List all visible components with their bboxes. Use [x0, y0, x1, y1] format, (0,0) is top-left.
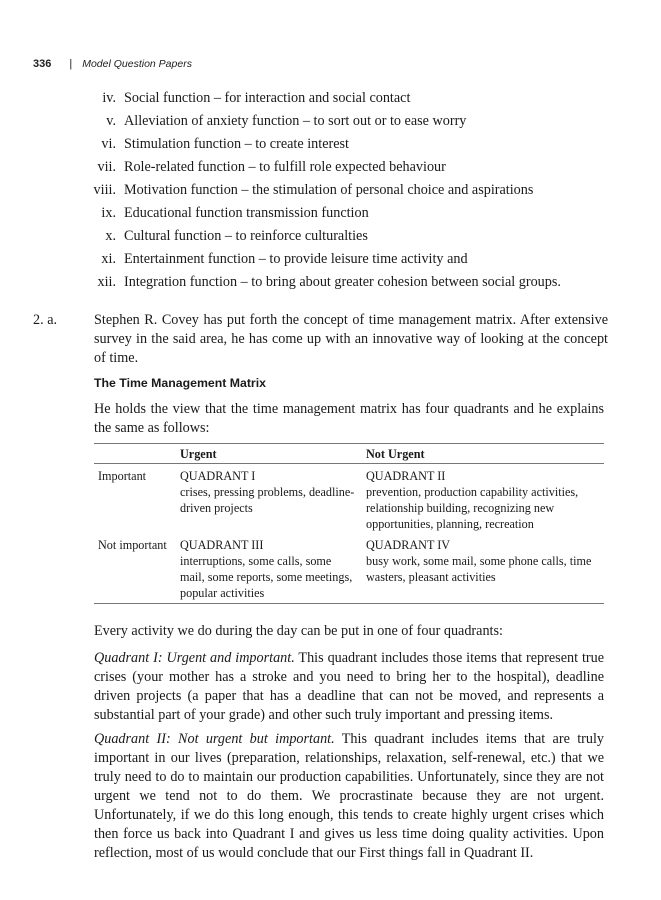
quadrant-title: QUADRANT II: [366, 469, 446, 483]
list-item-number: xi.: [101, 251, 116, 267]
question-2a: [33, 311, 608, 368]
body-text: [94, 622, 604, 868]
list-item-number: ix.: [101, 205, 116, 221]
time-management-matrix-table: [94, 443, 604, 604]
intro-paragraph: He holds the view that the time management matrix has four quadrants and he explains the same as follows:: [94, 401, 604, 436]
lead-paragraph: Every activity we do during the day can be put in one of four quadrants:: [94, 623, 503, 639]
paragraph-quadrant-1: [94, 649, 604, 725]
quadrant-description: busy work, some mail, some phone calls, time wasters, pleasant activities: [366, 554, 592, 584]
quadrant-title: QUADRANT I: [180, 469, 256, 483]
list-item-text: Cultural function – to reinforce culturalties: [124, 228, 368, 244]
list-item-number: vii.: [97, 159, 116, 175]
quadrant-cell: [176, 464, 362, 536]
functions-list: [0, 88, 661, 295]
table-row: [94, 464, 604, 536]
quadrant-cell: [362, 464, 604, 536]
list-item-number: iv.: [102, 90, 116, 106]
header-separator: |: [69, 58, 73, 70]
list-item: [0, 180, 661, 203]
list-item: [0, 272, 661, 295]
paragraph-heading: Quadrant I: Urgent and important.: [94, 650, 295, 666]
quadrant-description: prevention, production capability activities, relationship building, recognizing new opportunities, planning, recreation: [366, 485, 579, 531]
book-title: Model Question Papers: [82, 58, 192, 70]
paragraph-heading: Quadrant II: Not urgent but important.: [94, 731, 335, 747]
quadrant-title: QUADRANT III: [180, 538, 264, 552]
list-item-text: Integration function – to bring about greater cohesion between social groups.: [124, 274, 561, 290]
list-item-text: Motivation function – the stimulation of personal choice and aspirations: [124, 182, 534, 198]
list-item-text: Stimulation function – to create interest: [124, 136, 349, 152]
question-label: 2. a.: [33, 312, 58, 328]
header-not-urgent: Not Urgent: [362, 444, 604, 464]
quadrant-description: crises, pressing problems, deadline-driven projects: [180, 485, 355, 515]
list-item-text: Role-related function – to fulfill role expected behaviour: [124, 159, 446, 175]
list-item: [0, 157, 661, 180]
table-row: [94, 535, 604, 604]
list-item-number: viii.: [93, 182, 116, 198]
list-item-number: v.: [106, 113, 116, 129]
list-item: [0, 226, 661, 249]
paragraph-body: This quadrant includes those items that represent true crises (your mother has a stroke and you need to bring her to the hospital), deadline driven projects (a paper that has a deadline that can not be moved, and represents a substantial part of your grade) and other such truly important and pressing items.: [94, 650, 604, 723]
list-item-text: Educational function transmission function: [124, 205, 369, 221]
list-item-text: Alleviation of anxiety function – to sort out or to ease worry: [124, 113, 467, 129]
quadrant-cell: [176, 535, 362, 604]
row-label: Not important: [94, 535, 176, 604]
row-label: Important: [98, 469, 147, 483]
page-number: 336: [33, 58, 52, 70]
list-item-text: Social function – for interaction and social contact: [124, 90, 411, 106]
list-item-number: x.: [105, 228, 116, 244]
paragraph-body: This quadrant includes items that are truly important in our lives (preparation, relationships, relaxation, self-renewal, etc.) that we truly need to do to maintain our production capabilities. Unfortunately, since they are not urgent we tend not to do them. We procrastinate because they are not urgent. Unfortunately, if we do this long enough, this tends to create highly urgent crises which then force us back into Quadrant I and gives us less time doing quality activities. Upon reflection, most of us would conclude that our First things fall in Quadrant II.: [94, 731, 604, 861]
quadrant-title: QUADRANT IV: [366, 538, 451, 552]
list-item: [0, 249, 661, 272]
running-header: [33, 58, 192, 70]
paragraph-quadrant-2: [94, 730, 604, 863]
table-header-row: [94, 444, 604, 464]
list-item: [0, 134, 661, 157]
list-item-number: vi.: [101, 136, 116, 152]
header-urgent: Urgent: [176, 444, 362, 464]
quadrant-cell: [362, 535, 604, 604]
quadrant-description: interruptions, some calls, some mail, some reports, some meetings, popular activities: [180, 554, 353, 600]
question-text: Stephen R. Covey has put forth the concept of time management matrix. After extensive survey in the said area, he has come up with an innovative way of looking at the concept of time.: [94, 312, 608, 366]
list-item: [0, 111, 661, 134]
section-heading: The Time Management Matrix: [94, 376, 266, 390]
list-item-text: Entertainment function – to provide leisure time activity and: [124, 251, 468, 267]
list-item: [0, 203, 661, 226]
list-item-number: xii.: [97, 274, 116, 290]
list-item: [0, 88, 661, 111]
header-empty-cell: [94, 444, 176, 464]
